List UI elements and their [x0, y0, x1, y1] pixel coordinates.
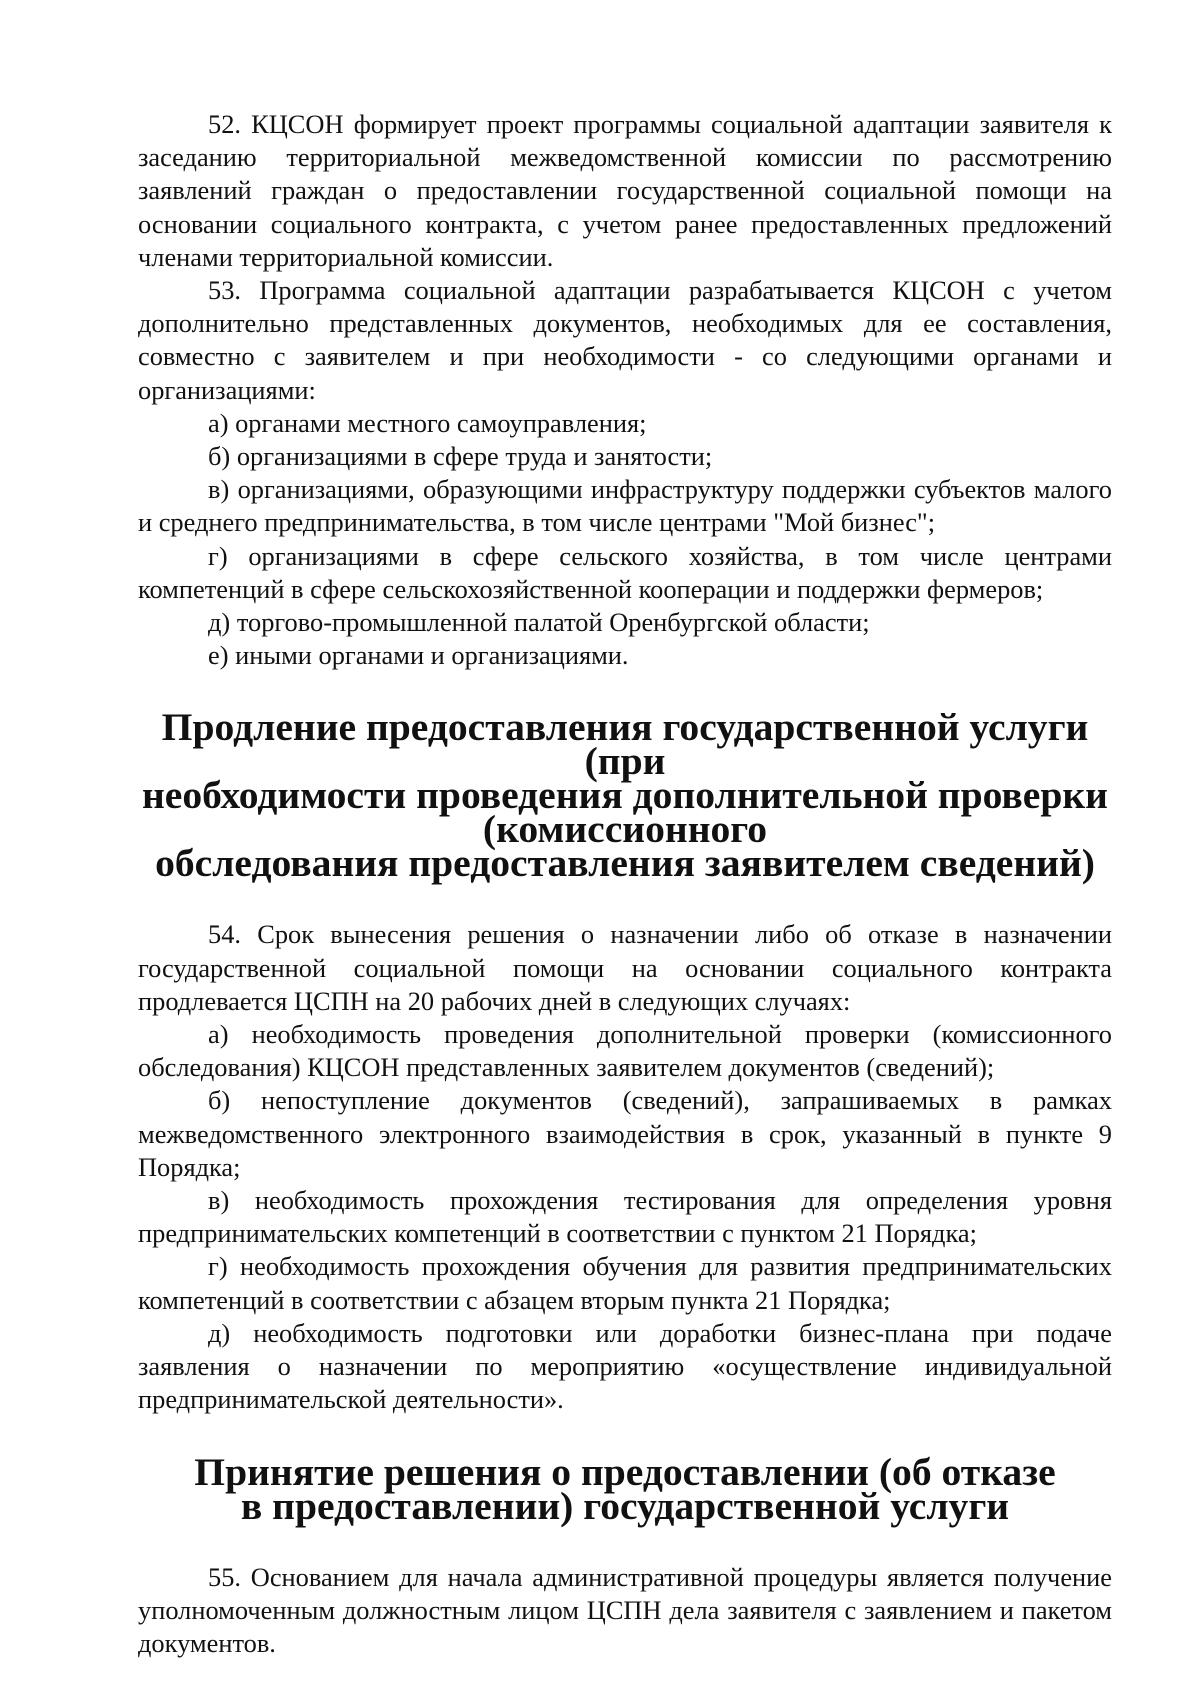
list-item-b: б) непоступление документов (сведений), запрашиваемых в рамках межведомственного электронного взаимодействия в срок, указанный в пункте 9 Порядка; [138, 1085, 1112, 1182]
section-heading-decision [138, 1449, 1112, 1528]
section-heading-extension [138, 705, 1112, 886]
document-page [138, 108, 1112, 1660]
heading-line: в предоставлении) государственной услуги [240, 1483, 1010, 1528]
list-item-a: а) органами местного самоуправления; [208, 407, 647, 438]
paragraph-52: 52. КЦСОН формирует проект программы социальной адаптации заявителя к заседанию территориальной межведомственной комиссии по рассмотрению заявлений граждан о предоставлении государственной социальной помощи на основании социального контракта, с учетом ранее предоставленных предложений членами территориальной комиссии. [138, 109, 1112, 272]
paragraph-54: 54. Срок вынесения решения о назначении либо об отказе в назначении государственной социальной помощи на основании социального контракта продлевается ЦСПН на 20 рабочих дней в следующих случаях: [138, 919, 1112, 1016]
list-item-g: г) организациями в сфере сельского хозяйства, в том числе центрами компетенций в сфере сельскохозяйственной кооперации и поддержки фермеров; [138, 540, 1112, 604]
list-item-e: е) иными органами и организациями. [208, 640, 629, 671]
heading-line: обследования предоставления заявителем сведений) [155, 841, 1095, 886]
paragraph-53: 53. Программа социальной адаптации разрабатывается КЦСОН с учетом дополнительно представленных документов, необходимых для ее составления, совместно с заявителем и при необходимости - со следующими органами и организациями: [138, 275, 1112, 405]
heading-line: Принятие решения о предоставлении (об отказе [194, 1449, 1056, 1494]
list-item-v: в) необходимость прохождения тестирования для определения уровня предпринимательских компетенций в соответствии с пунктом 21 Порядка; [138, 1185, 1112, 1249]
list-item-a: а) необходимость проведения дополнительной проверки (комиссионного обследования) КЦСОН представленных заявителем документов (сведений); [138, 1019, 1112, 1083]
paragraph-55: 55. Основанием для начала административной процедуры является получение уполномоченным должностным лицом ЦСПН дела заявителя с заявлением и пакетом документов. [138, 1561, 1112, 1658]
list-item-d: д) необходимость подготовки или доработки бизнес-плана при подаче заявления о назначении по мероприятию «осуществление индивидуальной предпринимательской деятельности». [138, 1317, 1112, 1415]
list-item-v: в) организациями, образующими инфраструктуру поддержки субъектов малого и среднего предпринимательства, в том числе центрами "Мой бизнес"; [138, 474, 1112, 538]
list-item-d: д) торгово-промышленной палатой Оренбургской области; [208, 607, 870, 638]
list-item-b: б) организациями в сфере труда и занятости; [208, 441, 713, 472]
heading-line: Продление предоставления государственной услуги (при [161, 705, 1089, 784]
list-item-g: г) необходимость прохождения обучения для развития предпринимательских компетенций в соответствии с абзацем вторым пункта 21 Порядка; [138, 1251, 1112, 1315]
heading-line: необходимости проведения дополнительной проверки (комиссионного [142, 773, 1108, 852]
